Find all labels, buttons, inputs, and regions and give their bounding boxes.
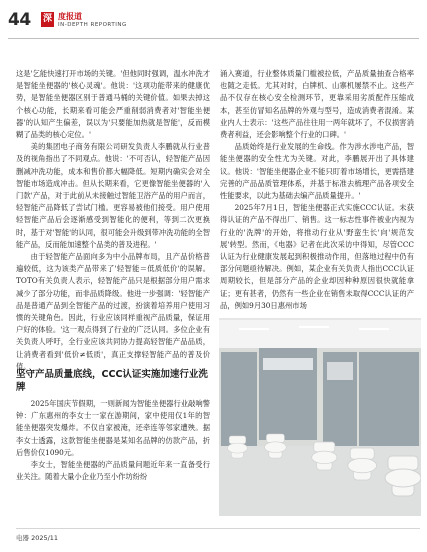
paragraph: 这是'乞能快速打开市场的关键。'但他同时强调，温水冲洗才是智能坐便器的'核心灵魂'。他说：'这项功能带来的健康优势，是智能坐便器区别于普通马桶的关键价值。如果去掉这个核心功能，长期来看可能会严重削弱消费者对'智能坐便器'的认知产生偏差，误以为'只要能加热就是智能'，反而模糊了品类的核心定位。' — [16, 69, 210, 140]
paragraph: 品质始终是行业发展的生命线。作为涉水涉电产品，智能坐便器的安全性尤为关键。对此，李鹏展开出了具体建议。他说：'智能坐便器企业不能只盯着市场增长，更需搭建完善的产品品质管理体系，并基于标准去梳理产品各项安全性能要求，以此为基础去编产品质量提升。' — [220, 142, 414, 201]
paragraph: 美的集团电子商务有限公司研发负责人李鹏就从行业普及的视角指出了不同观点。他说：'不可否认，轻智能产品因删减冲洗功能，成本和售价都大幅降低。短期内确实会对全智能市场造成冲击。但从长期来看，它更像智能坐便器的'入门款'产品，对于此前从未接触过智能卫浴产品的用户而言，轻智能产品降低了尝试门槛。更容易被他们接受。用户使用轻智能产品后会逐渐感受到智能化的便利，等到二次更换时，基于对'智能'的认同，很可能会升级到带冲洗功能的全智能产品，反而能加速整个品类的普及进程。' — [16, 142, 210, 249]
right-column — [220, 68, 414, 312]
page-header — [8, 10, 420, 40]
section-title: 度报道 — [58, 12, 82, 21]
paragraph: 由于轻智能产品面向多为中小品牌布局，且产品价格普遍较低，这为该类产品带来了'轻智能＝低质低价'的误解。TOTO有关负责人表示，轻智能产品只是根据部分用户需求减少了部分功能，而非品质降级。他进一步强调：'轻智能产品是普通产品到全智能产品的过渡，扮演着培养用户使用习惯的关键角色。因此，行业应该同样重视产品质量，保证用户好的体验。'这一观点得到了行业的广泛认同。多位企业有关负责人呼吁，全行业应该共同协力提高轻智能产品品质，让消费者看到'低价≠低质'，真正支撑轻智能产品的普及价值。 — [16, 252, 210, 371]
header-divider — [8, 38, 419, 39]
section-subheading: 坚守产品质量底线，CCC认证实施加速行业洗牌 — [16, 369, 208, 393]
paragraph: 涌入赛道，行业整体质量门槛被拉低，产品质量抽查合格率也随之走低。尤其对时，白牌机、山寨机屡禁不止。这些产品不仅存在核心安全检测环节，更靠采用劣质配件压缩成本，甚至仿冒知名品牌的外观与型号，造成消费者混淆。某业内人士表示：'这些产品往往用一两年就坏了，不仅损害消费者利益，还会影响整个行业的口碑。' — [220, 69, 414, 140]
left-column — [16, 68, 210, 373]
footer-divider — [16, 528, 420, 529]
paragraph: 2025年7月1日，智能坐便器正式实施CCC认证。未获得认证的产品不得出厂、销售。这一标志性事件被业内视为行业的'洗牌'的开始，将推动行业从'野蛮生长'向'规范发展'转型。然而，《电器》记者在此次采访中得知，尽管CCC认证为行业健康发展起到积极推动作用，但落地过程中仍有部分问题亟待解决。例如，某企业有关负责人指出CCC认证周期较长，但是部分产品的企业却因种种原因很快就能拿证；更有甚者，仍然有一些企业在销售未取得CCC认证的产品，例如9月30日惠州市场 — [220, 203, 414, 310]
section-subtitle: IN-DEPTH REPORTING — [58, 22, 127, 28]
paragraph: 2025年国庆节假期，一则新闻为智能坐便器行业敲响警钟：广东惠州的李女士一家在游期间，家中使用仅1年的智能坐便器突发爆炸。不仅自家被淹，还牵连等邻家遭殃。据李女士透露，这款智能坐便器是某知名品牌的仿款产品，折后售价仅1090元。 — [16, 399, 210, 457]
page-footer: 电器 2025/11 — [16, 534, 59, 542]
showroom-illustration — [219, 318, 421, 516]
page-number: 44 — [8, 10, 31, 30]
section-logo: 深 — [41, 12, 54, 27]
left-column-bottom — [16, 398, 210, 483]
showroom-photo — [219, 318, 421, 516]
paragraph: 李女士，智能坐便器的产品质量问题近年来一直备受行业关注。随着大量小企业乃至小作坊纷纷 — [16, 460, 210, 482]
